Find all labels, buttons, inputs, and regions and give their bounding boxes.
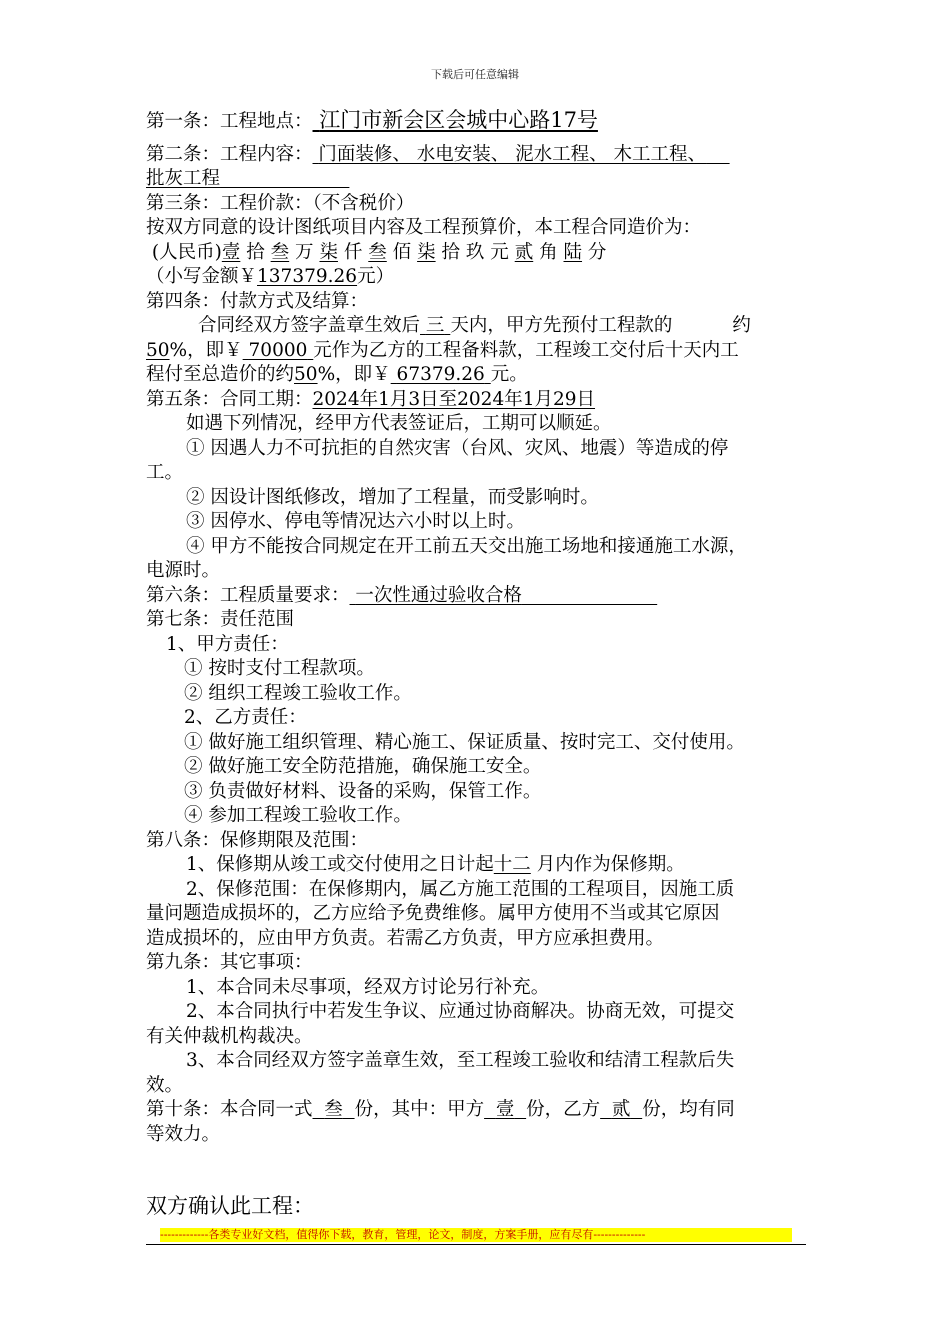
article-8-item2b: 量问题造成损坏的，乙方应给予免费维修。属甲方使用不当或其它原因 bbox=[146, 903, 720, 924]
article-10: 第十条：本合同一式 叁 份，其中：甲方 壹 份，乙方 贰 份，均有同 bbox=[146, 1099, 735, 1120]
party-b-item1: ① 做好施工组织管理、精心施工、保证质量、按时完工、交付使用。 bbox=[184, 731, 745, 753]
article-4-line2: 50%，即￥ 70000 元作为乙方的工程备料款，工程竣工交付后十天内工 bbox=[146, 339, 739, 361]
article-9-item2a: 2、本合同执行中若发生争议、应通过协商解决。协商无效，可提交 bbox=[186, 1001, 735, 1022]
party-a-title: 1、甲方责任： bbox=[166, 633, 289, 655]
party-b-item4: ④ 参加工程竣工验收工作。 bbox=[184, 805, 412, 826]
footer-divider bbox=[146, 1244, 806, 1245]
article-8-title: 第八条：保修期限及范围： bbox=[146, 829, 369, 851]
article-9-item2b: 有关仲裁机构裁决。 bbox=[146, 1025, 313, 1047]
confirmation-heading: 双方确认此工程： bbox=[146, 1194, 314, 1218]
article-5-case4a: ④ 甲方不能按合同规定在开工前五天交出施工场地和接通施工水源， bbox=[186, 535, 747, 557]
amount-in-words: (人民币)壹 拾 叁 万 柒 仟 叁 佰 柒 拾 玖 元 贰 角 陆 分 bbox=[151, 241, 607, 263]
page-header: 下载后可任意编辑 bbox=[431, 68, 519, 81]
contract-amount: 137379.26 bbox=[257, 266, 358, 287]
article-9-item1: 1、本合同未尽事项，经双方讨论另行补充。 bbox=[186, 976, 550, 998]
article-2-label: 第二条：工程内容： bbox=[146, 143, 313, 165]
article-3-title: 第三条：工程价款：（不含税价） bbox=[146, 192, 415, 214]
party-b-item3: ③ 负责做好材料、设备的采购，保管工作。 bbox=[184, 780, 542, 802]
article-4-line3: 程付至总造价的约50%，即￥ 67379.26 元。 bbox=[146, 364, 528, 385]
contract-body bbox=[146, 108, 816, 1147]
article-2 bbox=[146, 143, 816, 168]
article-5-case1a: ① 因遇人力不可抗拒的自然灾害（台风、灾风、地震）等造成的停 bbox=[186, 437, 729, 459]
party-b-item2: ② 做好施工安全防范措施，确保施工安全。 bbox=[184, 756, 542, 777]
party-b-title: 2、乙方责任： bbox=[184, 707, 307, 728]
article-4-line1: 合同经双方签字盖章生效后 三 天内，甲方先预付工程款的 约 bbox=[198, 315, 751, 336]
article-8-item2c: 造成损坏的，应由甲方负责。若需乙方负责，甲方应承担费用。 bbox=[146, 927, 665, 949]
party-a-item1: ① 按时支付工程款项。 bbox=[184, 658, 375, 679]
article-5-case3: ③ 因停水、停电等情况达六小时以上时。 bbox=[186, 511, 525, 532]
contract-period: 2024年1月3日至2024年1月29日 bbox=[312, 388, 596, 410]
project-content-1: 门面装修、 水电安装、 泥水工程、 木工工程、 bbox=[318, 143, 707, 165]
article-6: 第六条：工程质量要求： 一次性通过验收合格 bbox=[146, 584, 816, 609]
amount-in-figures: （小写金额￥137379.26元） bbox=[146, 266, 395, 287]
article-10-cont: 等效力。 bbox=[146, 1123, 221, 1145]
project-location: 江门市新会区会城中心路17号 bbox=[319, 108, 598, 132]
article-3-line1: 按双方同意的设计图纸项目内容及工程预算价，本工程合同造价为： bbox=[146, 217, 702, 238]
article-5-case1b: 工。 bbox=[146, 462, 184, 483]
project-content-2: 批灰工程 bbox=[146, 168, 221, 189]
article-2-cont bbox=[146, 167, 816, 192]
article-8-item2a: 2、保修范围：在保修期内，属乙方施工范围的工程项目，因施工质 bbox=[186, 878, 735, 900]
party-a-item2: ② 组织工程竣工验收工作。 bbox=[184, 682, 412, 704]
article-4-title: 第四条：付款方式及结算： bbox=[146, 290, 369, 312]
article-9-item3a: 3、本合同经双方签字盖章生效，至工程竣工验收和结清工程款后失 bbox=[186, 1050, 735, 1071]
article-1 bbox=[146, 108, 816, 135]
article-5-case4b: 电源时。 bbox=[146, 560, 221, 581]
article-5-case2: ② 因设计图纸修改，增加了工程量，而受影响时。 bbox=[186, 486, 599, 508]
article-8-item1: 1、保修期从竣工或交付使用之日计起十二 月内作为保修期。 bbox=[186, 854, 685, 875]
article-5-line1: 如遇下列情况，经甲方代表签证后，工期可以顺延。 bbox=[186, 413, 612, 434]
footer-banner: -------------各类专业好文档，值得你下载，教育，管理，论文，制度，方案手册，应有尽有-------------- bbox=[160, 1228, 792, 1242]
article-1-label: 第一条：工程地点： bbox=[146, 111, 313, 132]
article-9-item3b: 效。 bbox=[146, 1074, 184, 1096]
article-7-title: 第七条：责任范围 bbox=[146, 609, 295, 630]
article-5: 第五条：合同工期：2024年1月3日至2024年1月29日 bbox=[146, 388, 596, 410]
article-9-title: 第九条：其它事项： bbox=[146, 952, 313, 973]
quality-requirement: 一次性通过验收合格 bbox=[355, 584, 522, 606]
